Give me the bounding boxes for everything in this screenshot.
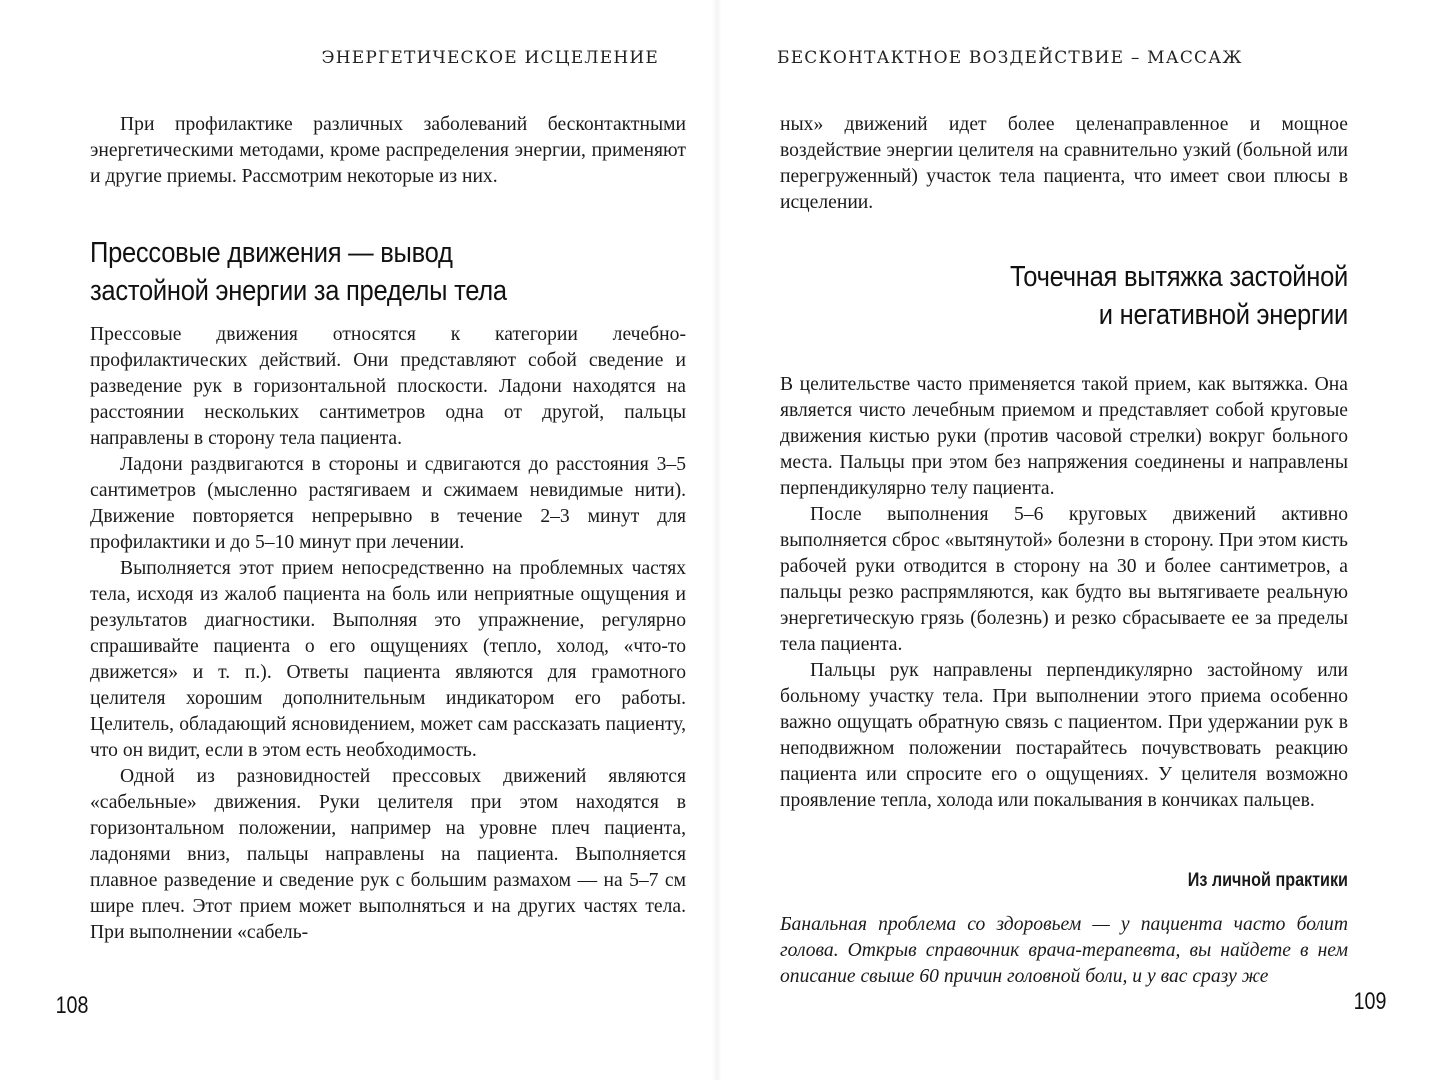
- intro-text: [90, 112, 686, 190]
- left-body: [90, 322, 686, 946]
- heading-line: и негативной энергии: [1098, 299, 1348, 331]
- body-paragraph: Ладони раздвигаются в стороны и сдвигаются до расстояния 3–5 сантиметров (мысленно растягиваем и сжимаем невидимые нити). Движение повторяется непрерывно в течение 2–3 минут для профилактики и до 5–10 минут при лечении.: [90, 454, 686, 553]
- heading-point-extraction: [780, 258, 1348, 334]
- running-head-right: БЕСКОНТАКТНОЕ ВОЗДЕЙСТВИЕ – МАССАЖ: [777, 48, 1243, 68]
- page-number-left: 108: [55, 992, 89, 1019]
- subheading-personal-practice: Из личной практики: [1187, 870, 1348, 891]
- body-paragraph: Прессовые движения относятся к категории лечебно-профилактических действий. Они представляют собой сведение и разведение рук в горизонтальной плоскости. Ладони находятся на расстоянии нескольких сантиметров одна от другой, пальцы направлены в сторону тела пациента.: [90, 324, 686, 449]
- heading-line: застойной энергии за пределы тела: [90, 275, 507, 307]
- heading-press-movements: [90, 234, 790, 310]
- intro-paragraph: При профилактике различных заболеваний бесконтактными энергетическими методами, кроме распределения энергии, применяют и другие приемы. Рассмотрим некоторые из них.: [90, 114, 686, 187]
- body-paragraph: После выполнения 5–6 круговых движений активно выполняется сброс «вытянутой» болезни в сторону. При этом кисть рабочей руки отводится в сторону на 30 и более сантиметров, а пальцы резко распрямляются, как будто вы вытягиваете реальную энергетическую грязь (болезнь) и резко сбрасываете ее за пределы тела пациента.: [780, 504, 1348, 655]
- running-head-left: ЭНЕРГЕТИЧЕСКОЕ ИСЦЕЛЕНИЕ: [321, 48, 659, 68]
- heading-line: Прессовые движения — вывод: [90, 237, 453, 269]
- body-paragraph: В целительстве часто применяется такой прием, как вытяжка. Она является чисто лечебным приемом и представляет собой круговые движения кистью руки (против часовой стрелки) вокруг больного места. Пальцы при этом без напряжения соединены и направлены перпендикулярно телу пациента.: [780, 374, 1348, 499]
- body-paragraph: Выполняется этот прием непосредственно на проблемных частях тела, исходя из жалоб пациента на боль или неприятные ощущения и результатов диагностики. Выполняя это упражнение, регулярно спрашивайте пациента о его ощущениях (тепло, холод, «что-то движется» и т. п.). Ответы пациента являются для грамотного целителя хорошим дополнительным индикатором его работы. Целитель, обладающий ясновидением, может сам рассказать пациенту, что он видит, если в этом есть необходимость.: [90, 558, 686, 761]
- body-paragraph: Одной из разновидностей прессовых движений являются «сабельные» движения. Руки целителя при этом находятся в горизонтальном положении, например на уровне плеч пациента, ладонями вниз, пальцы направлены на пациента. Выполняется плавное разведение и сведение рук с большим размахом — на 5–7 см шире плеч. Этот прием может выполняться и на других частях тела. При выполнении «сабель-: [90, 766, 686, 943]
- body-paragraph: Пальцы рук направлены перпендикулярно застойному или больному участку тела. При выполнении этого приема особенно важно ощущать обратную связь с пациентом. При удержании рук в неподвижном положении постарайтесь почувствовать реакцию пациента или спросите его о ощущениях. У целителя возможно проявление тепла, холода или покалывания в кончиках пальцев.: [780, 660, 1348, 811]
- italic-text: [780, 912, 1348, 990]
- right-body: [780, 372, 1348, 814]
- page-number-right: 109: [1353, 988, 1387, 1015]
- heading-line: Точечная вытяжка застойной: [1009, 261, 1348, 293]
- continuation-paragraph: ных» движений идет более целенаправленное и мощное воздействие энергии целителя на сравнительно узкий (больной или перегруженный) участок тела пациента, что имеет свои плюсы в исцелении.: [780, 114, 1348, 213]
- italic-paragraph: Банальная проблема со здоровьем — у пациента часто болит голова. Открыв справочник врача-терапевта, вы найдете в нем описание свыше 60 причин головной боли, и у вас сразу же: [780, 914, 1348, 987]
- continuation-text: [780, 112, 1348, 216]
